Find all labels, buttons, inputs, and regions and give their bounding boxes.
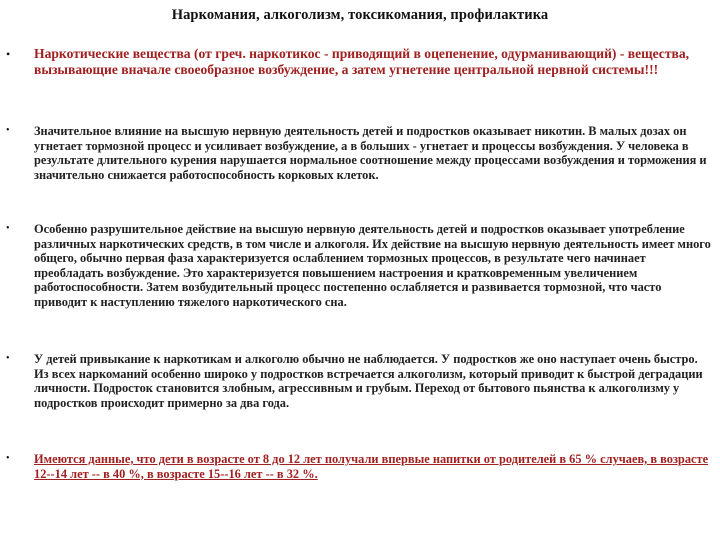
bullet-marker: • [6, 125, 10, 136]
bullet-text: Значительное влияние на высшую нервную деятельность детей и подростков оказывает никотин. В малых дозах он угнетает тормозной процесс и усиливает возбуждение, а в больших - угнетает и процессы возбуждения. У человека в результате длительного курения нарушается нормальное соотношение между процессами возбуждения и торможения и значительно снижается работоспособность корковых клеток. [34, 124, 707, 182]
bullet-marker: • [6, 353, 10, 364]
bullet-text: У детей привыкание к наркотикам и алкоголю обычно не наблюдается. У подростков же оно наступает очень быстро. Из всех наркоманий особенно широко у подростков встречается алкоголизм, который приводит к быстрой деградации личности. Подросток становится злобным, агрессивным и грубым. Переход от бытового пьянства к алкоголизму у подростков происходит примерно за два года. [34, 352, 703, 410]
bullet-text: Наркотические вещества (от греч. наркотикос - приводящий в оцепенение, одурманивающий) - вещества, вызывающие вначале своеобразное возбуждение, а затем угнетение центральной нервной системы!!! [34, 46, 690, 77]
bullet-marker: • [6, 47, 11, 61]
slide-title: Наркомания, алкоголизм, токсикомания, профилактика [171, 7, 549, 23]
bullet-text: Особенно разрушительное действие на высшую нервную деятельность детей и подростков оказывает употребление различных наркотических средств, в том числе и алкоголя. Их действие на высшую нервную деятельность имеет много общего, обычно первая фаза характеризуется ослаблением тормозных процессов, в результате чего начинает преобладать возбуждение. Это характеризуется повышением настроения и кратковременным увеличением работоспособности. Затем возбудительный процесс постепенно ослабляется и развивается тормозной, что часто приводит к наступлению тяжелого наркотического сна. [34, 222, 711, 309]
bullet-marker: • [6, 223, 10, 234]
bullet-marker: • [6, 453, 10, 464]
bullet-text: Имеются данные, что дети в возрасте от 8 до 12 лет получали впервые напитки от родителей в 65 % случаев, в возрасте 12--14 лет -- в 40 %, в возрасте 15--16 лет -- в 32 %. [34, 452, 709, 481]
